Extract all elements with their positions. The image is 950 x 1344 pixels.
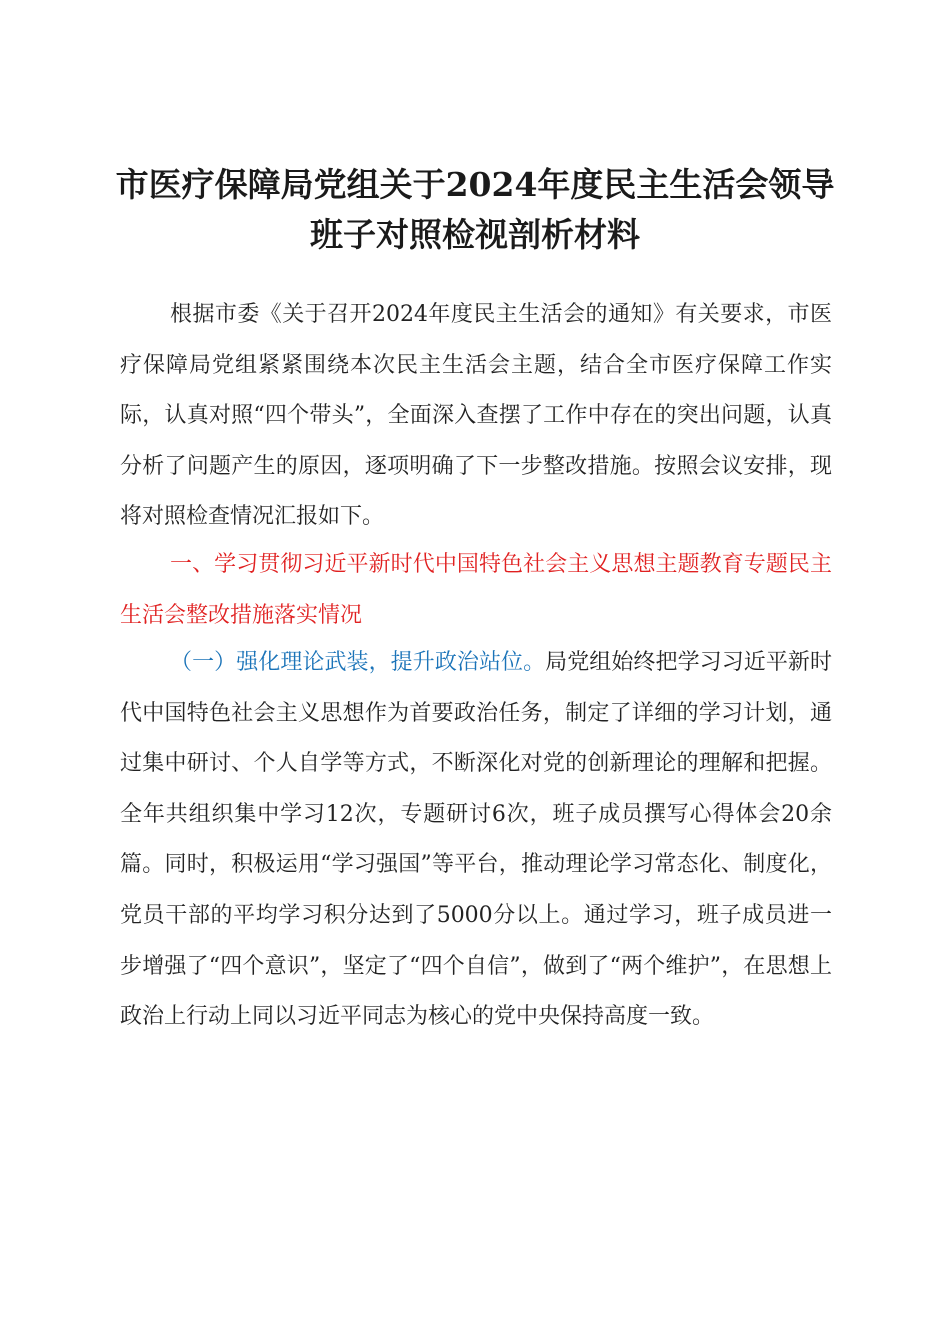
subsection-heading-1: （一）强化理论武装，提升政治站位。 — [170, 650, 546, 675]
section-heading-1: 一、学习贯彻习近平新时代中国特色社会主义思想主题教育专题民主生活会整改措施落实情况 — [120, 552, 832, 628]
subsection-1-paragraph — [120, 638, 832, 1043]
subsection-1-body: 局党组始终把学习习近平新时代中国特色社会主义思想作为首要政治任务，制定了详细的学习计划，通过集中研讨、个人自学等方式，不断深化对党的创新理论的理解和把握。全年共组织集中学习12次，专题研讨6次，班子成员撰写心得体会20余篇。同时，积极运用“学习强国”等平台，推动理论学习常态化、制度化，党员干部的平均学习积分达到了5000分以上。通过学习，班子成员进一步增强了“四个意识”，坚定了“四个自信”，做到了“两个维护”，在思想上政治上行动上同以习近平同志为核心的党中央保持高度一致。 — [120, 650, 832, 1030]
intro-paragraph: 根据市委《关于召开2024年度民主生活会的通知》有关要求，市医疗保障局党组紧紧围绕本次民主生活会主题，结合全市医疗保障工作实际，认真对照“四个带头”，全面深入查摆了工作中存在的突出问题，认真分析了问题产生的原因，逐项明确了下一步整改措施。按照会议安排，现将对照检查情况汇报如下。 — [120, 302, 832, 530]
document-title: 市医疗保障局党组关于2024年度民主生活会领导班子对照检视剖析材料 — [115, 165, 835, 254]
